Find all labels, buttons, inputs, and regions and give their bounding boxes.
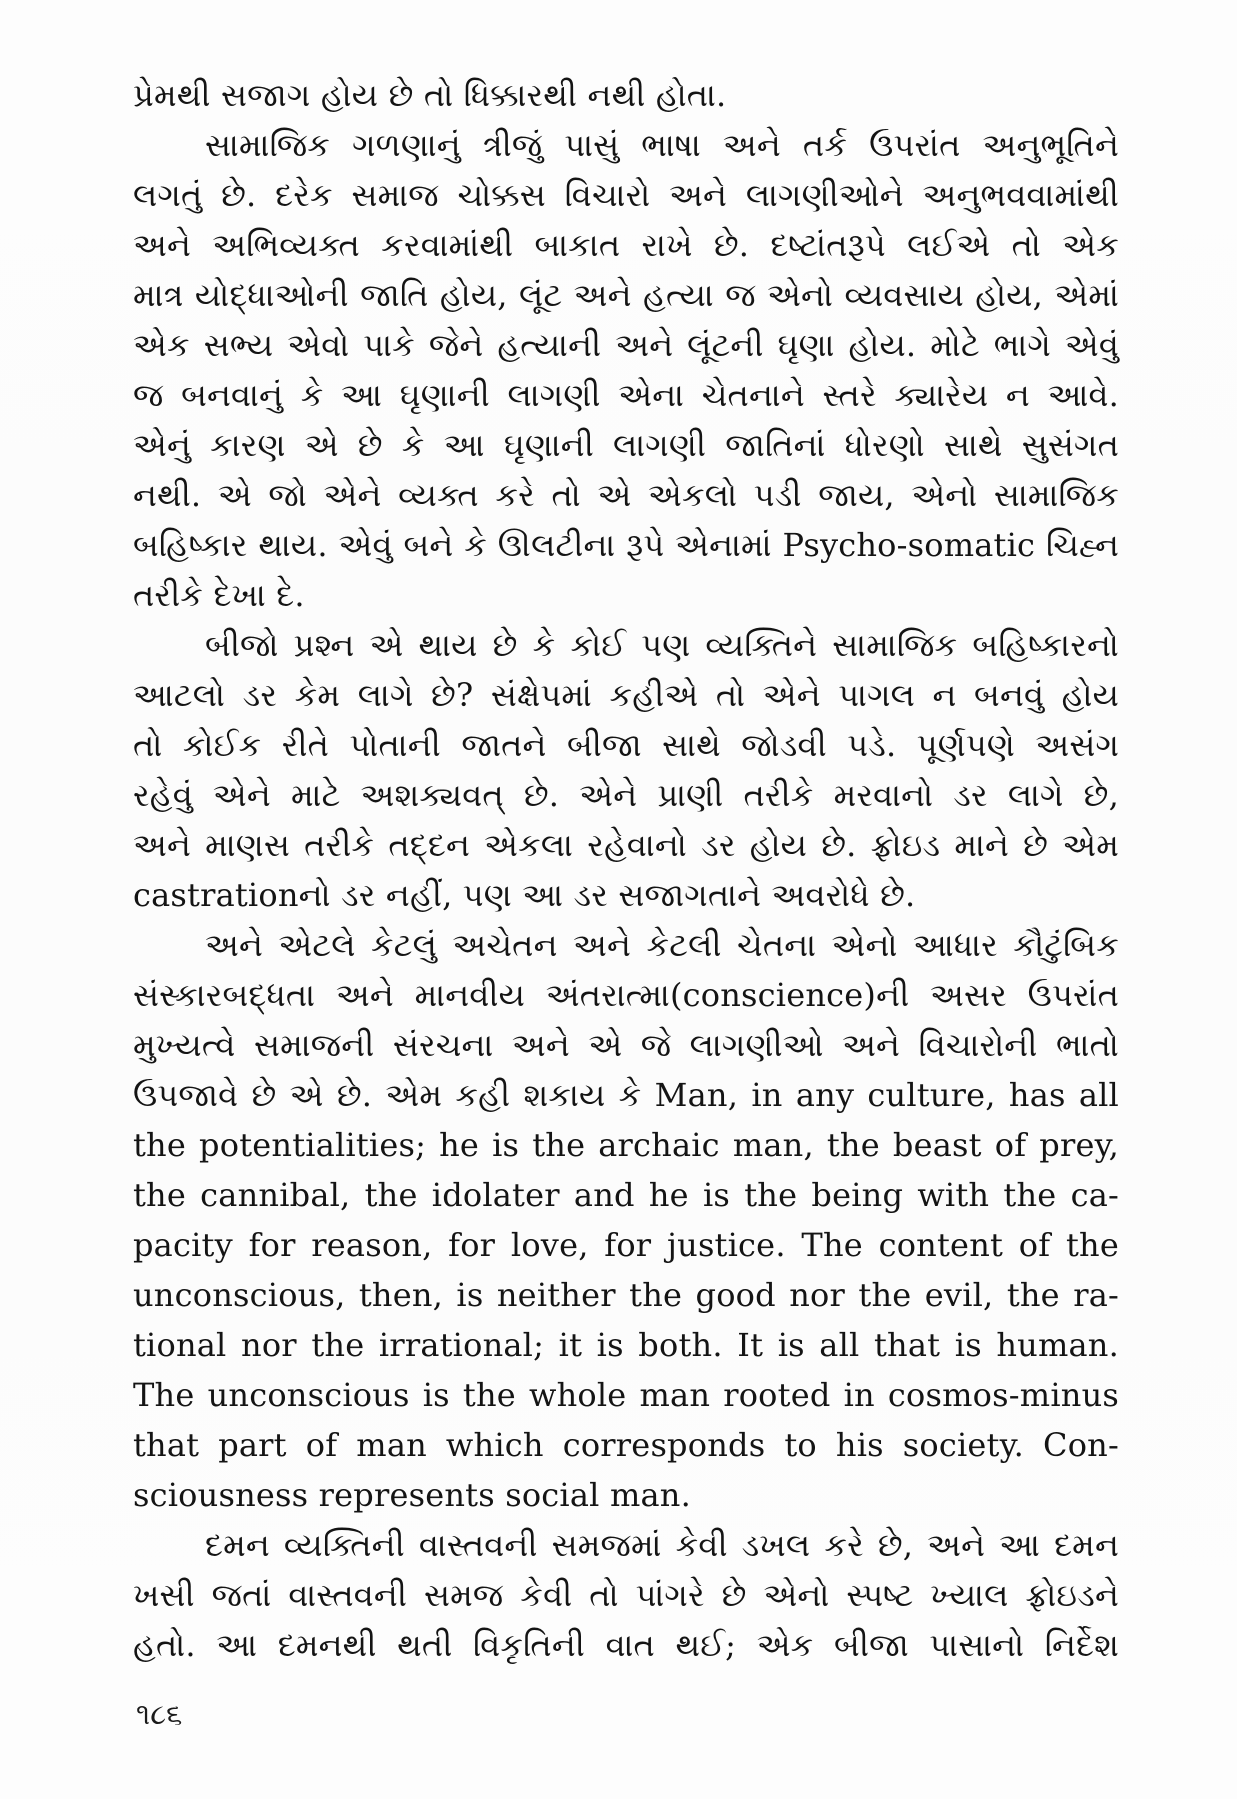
text-line: જ બનવાનું કે આ ઘૃણાની લાગણી એના ચેતનાને સ્તરે ક્યારેય ન આવે. [133,376,1119,414]
text-line: તરીકે દેખા દે. [133,576,305,614]
text-line: આટલો ડર કેમ લાગે છે? સંક્ષેપમાં કહીએ તો એને પાગલ ન બનવું હોય [133,676,1119,714]
text-line: હતો. આ દમનથી થતી વિકૃતિની વાત થઈ; એક બીજા પાસાનો નિર્દેશ [133,1626,1119,1664]
text-line: pacity for reason, for love, for justice. The content of the [133,1226,1119,1264]
text-line: ઉપજાવે છે એ છે. એમ કહી શકાય કે Man, in any culture, has all [133,1076,1119,1114]
text-line: The unconscious is the whole man rooted in cosmos-minus [133,1376,1119,1414]
text-line: લગતું છે. દરેક સમાજ ચોક્કસ વિચારો અને લાગણીઓને અનુભવવામાંથી [133,176,1119,214]
text-line: unconscious, then, is neither the good nor the evil, the ra- [133,1276,1119,1314]
text-line: એક સભ્ય એવો પાકે જેને હત્યાની અને લૂંટની ઘૃણા હોય. મોટે ભાગે એવું [133,326,1119,364]
text-line: તો કોઈક રીતે પોતાની જાતને બીજા સાથે જોડવી પડે. પૂર્ણપણે અસંગ [133,726,1119,764]
page-number: ૧૮૬ [136,1697,183,1731]
text-line: દમન વ્યક્તિની વાસ્તવની સમજમાં કેવી ડખલ કરે છે, અને આ દમન [205,1526,1119,1564]
text-line: sciousness represents social man. [133,1476,691,1514]
text-line: રહેવું એને માટે અશક્યવત્ છે. એને પ્રાણી તરીકે મરવાનો ડર લાગે છે, [133,776,1119,814]
text-line: બહિષ્કાર થાય. એવું બને કે ઊલટીના રૂપે એનામાં Psycho-somatic ચિહ્ન [133,526,1119,564]
text-line: અને માણસ તરીકે તદ્દન એકલા રહેવાનો ડર હોય છે. ફ્રોઇડ માને છે એમ [133,826,1119,864]
text-line: સંસ્કારબદ્ધતા અને માનવીય અંતરાત્મા(conscience)ની અસર ઉપરાંત [133,976,1119,1014]
text-line: પ્રેમથી સજાગ હોય છે તો ધિક્કારથી નથી હોતા. [133,76,727,114]
text-line: ખસી જતાં વાસ્તવની સમજ કેવી તો પાંગરે છે એનો સ્પષ્ટ ખ્યાલ ફ્રોઇડને [133,1576,1119,1614]
text-line: એનું કારણ એ છે કે આ ઘૃણાની લાગણી જાતિનાં ધોરણો સાથે સુસંગત [133,426,1119,464]
text-line: અને એટલે કેટલું અચેતન અને કેટલી ચેતના એનો આધાર કૌટુંબિક [205,926,1119,964]
text-line: castrationનો ડર નહીં, પણ આ ડર સજાગતાને અવરોધે છે. [133,876,916,914]
text-line: tional nor the irrational; it is both. It is all that is human. [133,1326,1119,1364]
page-text-block [133,70,1119,1670]
text-line: the cannibal, the idolater and he is the being with the ca- [133,1176,1119,1214]
text-line: નથી. એ જો એને વ્યક્ત કરે તો એ એકલો પડી જાય, એનો સામાજિક [133,476,1119,514]
text-line: the potentialities; he is the archaic man, the beast of prey, [133,1126,1119,1164]
text-line: માત્ર યોદ્ધાઓની જાતિ હોય, લૂંટ અને હત્યા જ એનો વ્યવસાય હોય, એમાં [133,276,1119,314]
text-line: સામાજિક ગળણાનું ત્રીજું પાસું ભાષા અને તર્ક ઉપરાંત અનુભૂતિને [205,126,1119,164]
text-line: that part of man which corresponds to his society. Con- [133,1426,1119,1464]
text-line: મુખ્યત્વે સમાજની સંરચના અને એ જે લાગણીઓ અને વિચારોની ભાતો [133,1026,1119,1064]
text-line: બીજો પ્રશ્ન એ થાય છે કે કોઈ પણ વ્યક્તિને સામાજિક બહિષ્કારનો [205,626,1119,664]
text-line: અને અભિવ્યક્ત કરવામાંથી બાકાત રાખે છે. દષ્ટાંતરૂપે લઈએ તો એક [133,226,1119,264]
